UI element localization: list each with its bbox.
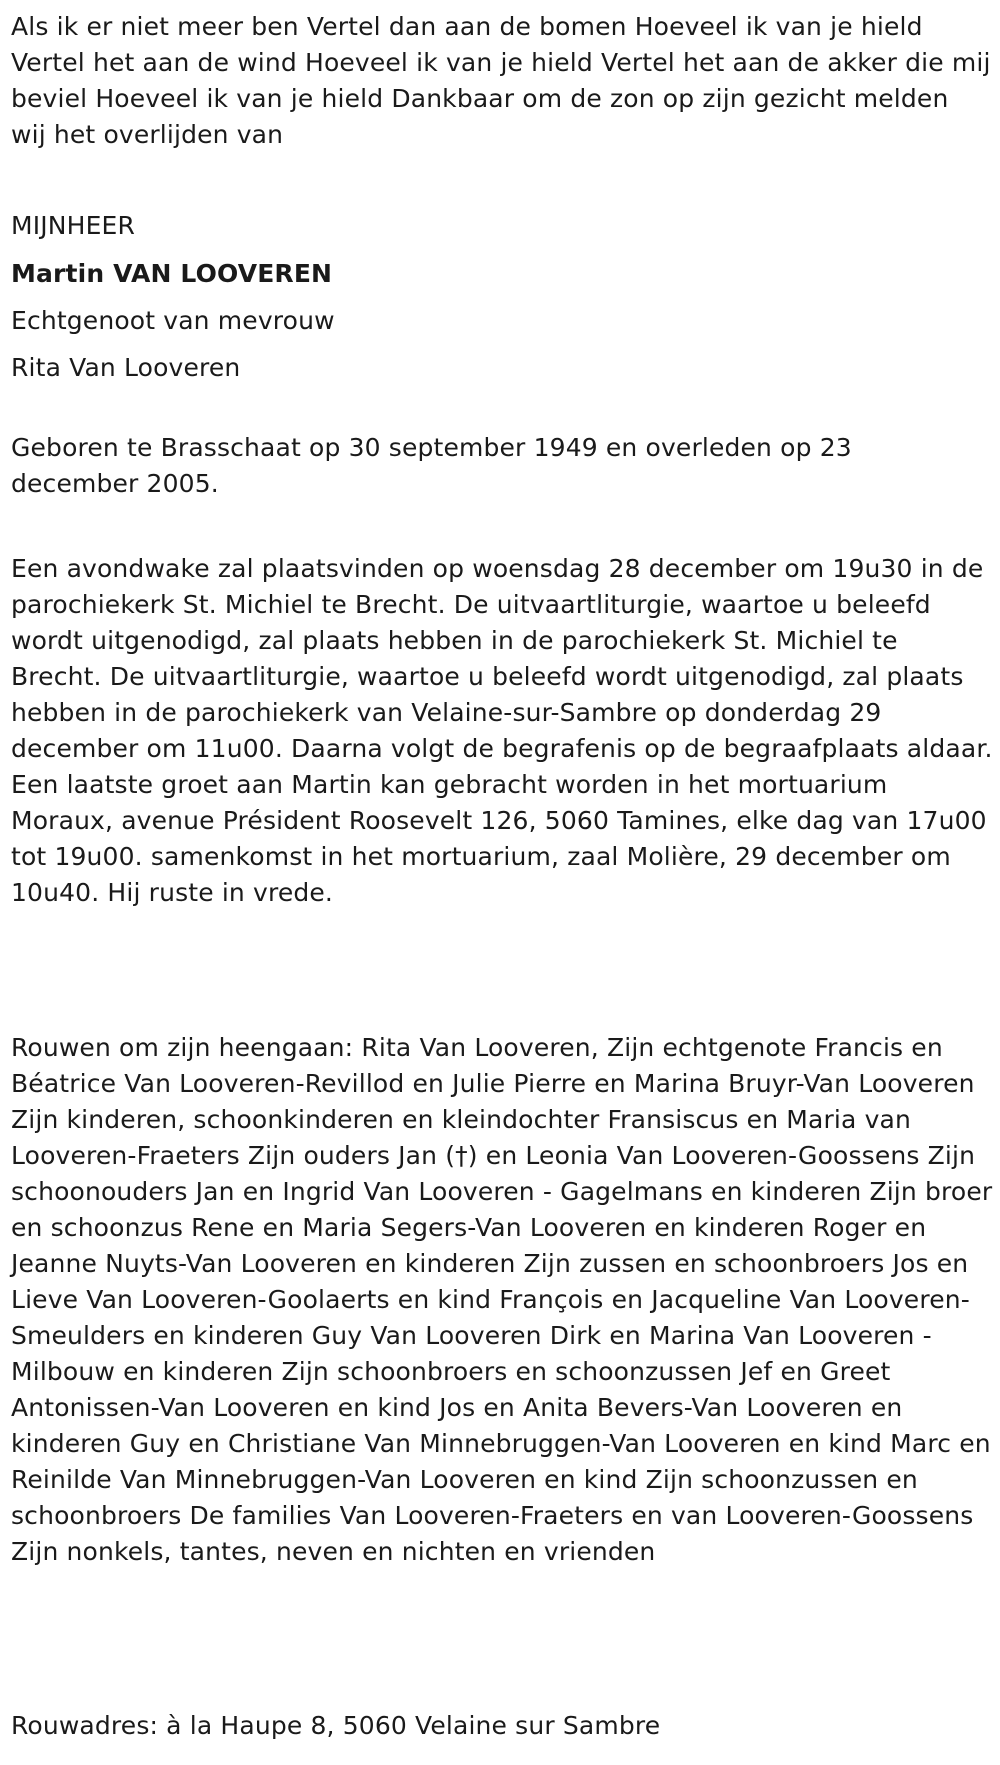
relation-label: Echtgenoot van mevrouw: [11, 306, 335, 335]
honorific-title: MIJNHEER: [11, 211, 135, 240]
funeral-details: Een avondwake zal plaatsvinden op woensdag 28 december om 19u30 in de parochiekerk St. Michiel te Brecht. De uitvaartliturgie, waartoe u beleefd wordt uitgenodigd, zal plaats hebben in de parochiekerk St. Michiel te Brecht. De uitvaartliturgie, waartoe u beleefd wordt uitgenodigd, zal plaats hebben in de parochiekerk van Velaine-sur-Sambre op donderdag 29 december om 11u00. Daarna volgt de begrafenis op de begraafplaats aldaar. Een laatste groet aan Martin kan gebracht worden in het mortuarium Moraux, avenue Président Roosevelt 126, 5060 Tamines, elke dag van 17u00 tot 19u00. samenkomst in het mortuarium, zaal Molière, 29 december om 10u40. Hij ruste in vrede.: [11, 554, 993, 907]
mourners-list: Rouwen om zijn heengaan: Rita Van Looveren, Zijn echtgenote Francis en Béatrice Van Looveren-Revillod en Julie Pierre en Marina Bruyr-Van Looveren Zijn kinderen, schoonkinderen en kleindochter Fransiscus en Maria van Looveren-Fraeters Zijn ouders Jan (†) en Leonia Van Looveren-Goossens Zijn schoonouders Jan en Ingrid Van Looveren - Gagelmans en kinderen Zijn broer en schoonzus Rene en Maria Segers-Van Looveren en kinderen Roger en Jeanne Nuyts-Van Looveren en kinderen Zijn zussen en schoonbroers Jos en Lieve Van Looveren-Goolaerts en kind François en Jacqueline Van Looveren-Smeulders en kinderen Guy Van Looveren Dirk en Marina Van Looveren - Milbouw en kinderen Zijn schoonbroers en schoonzussen Jef en Greet Antonissen-Van Looveren en kind Jos en Anita Bevers-Van Looveren en kinderen Guy en Christiane Van Minnebruggen-Van Looveren en kind Marc en Reinilde Van Minnebruggen-Van Looveren en kind Zijn schoonzussen en schoonbroers De families Van Looveren-Fraeters en van Looveren-Goossens Zijn nonkels, tantes, neven en nichten en vrienden: [11, 1033, 993, 1566]
deceased-name: Martin VAN LOOVEREN: [11, 259, 333, 288]
intro-poem: Als ik er niet meer ben Vertel dan aan de bomen Hoeveel ik van je hield Vertel het aan de wind Hoeveel ik van je hield Vertel het aan de akker die mij beviel Hoeveel ik van je hield Dankbaar om de zon op zijn gezicht melden wij het overlijden van: [11, 12, 991, 149]
spouse-name: Rita Van Looveren: [11, 353, 241, 382]
birth-death-text: Geboren te Brasschaat op 30 september 1949 en overleden op 23 december 2005.: [11, 433, 852, 498]
mourning-address: Rouwadres: à la Haupe 8, 5060 Velaine sur Sambre: [11, 1711, 661, 1740]
